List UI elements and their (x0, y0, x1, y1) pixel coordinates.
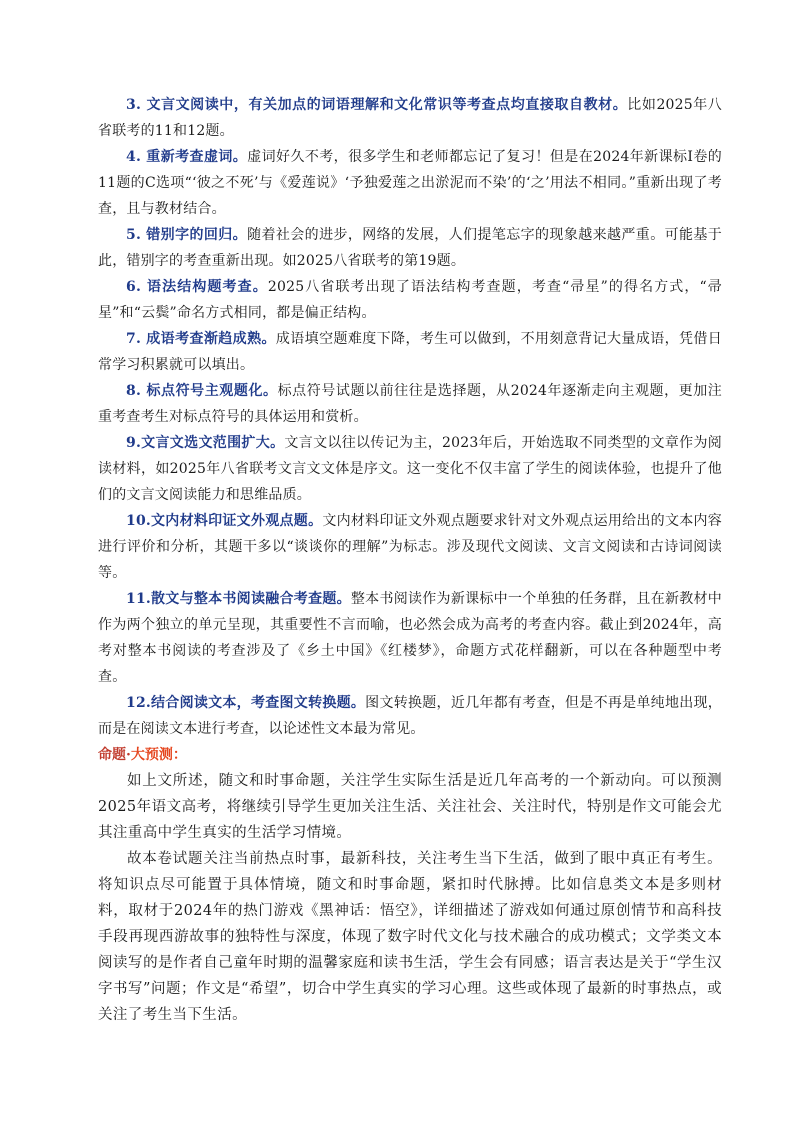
item-text: 图文转换题，近几年都有考查，但是不再是单纯地出现，而是在阅读文本进行考查，以论述性文本最为常见。 (98, 695, 722, 737)
body-paragraph: 如上文所述，随文和时事命题，关注学生实际生活是近几年高考的一个新动向。可以预测2025年语文高考，将继续引导学生更加关注生活、关注社会、关注时代，特别是作文可能会尤其注重高中学生真实的生活学习情境。 (98, 773, 722, 841)
section-heading-dot: · (126, 747, 131, 763)
item-lead: 12.结合阅读文本，考查图文转换题。 (126, 695, 366, 711)
section-heading-prefix: 命题 (98, 747, 126, 763)
item-lead: 6. 语法结构题考查。 (126, 279, 268, 295)
item-lead: 9.文言文选文范围扩大。 (126, 435, 285, 451)
list-item (98, 690, 722, 742)
list-item (98, 326, 722, 378)
item-text: 整本书阅读作为新课标中一个单独的任务群，且在新教材中作为两个独立的单元呈现，其重要性不言而喻，也必然会成为高考的考查内容。截止到2024年，高考对整本书阅读的考查涉及了《乡土中国》《红楼梦》，命题方式花样翻新，可以在各种题型中考查。 (98, 591, 722, 685)
list-item (98, 144, 722, 222)
item-lead: 7. 成语考查渐趋成熟。 (126, 331, 276, 347)
document-page (98, 92, 722, 1028)
item-text: 文内材料印证文外观点题要求针对文外观点运用给出的文本内容进行评价和分析，其题干多以“谈谈你的理解”为标志。涉及现代文阅读、文言文阅读和古诗词阅读等。 (98, 513, 722, 581)
section-body (98, 768, 722, 1028)
item-lead: 11.散文与整本书阅读融合考查题。 (126, 591, 351, 607)
list-item (98, 508, 722, 586)
list-item (98, 274, 722, 326)
item-text: 2025八省联考出现了语法结构考查题，考查“帚星”的得名方式，“帚星”和“云鬓”命名方式相同，都是偏正结构。 (98, 279, 722, 321)
list-item (98, 92, 722, 144)
item-text: 标点符号试题以前往往是选择题，从2024年逐渐走向主观题，更加注重考查考生对标点符号的具体运用和赏析。 (98, 383, 722, 425)
section-heading-accent: 大预测： (130, 747, 187, 763)
item-text: 虚词好久不考，很多学生和老师都忘记了复习！但是在2024年新课标Ⅰ卷的11题的C选项“‘彼之不死’与《爱莲说》‘予独爱莲之出淤泥而不染’的‘之’用法不相同。”重新出现了考查，且与教材结合。 (98, 149, 722, 217)
item-text: 比如2025年八省联考的11和12题。 (98, 97, 723, 139)
item-lead: 5. 错别字的回归。 (126, 227, 248, 243)
item-text: 成语填空题难度下降，考生可以做到，不用刻意背记大量成语，凭借日常学习积累就可以填出。 (98, 331, 723, 373)
item-lead: 8. 标点符号主观题化。 (126, 383, 278, 399)
list-item (98, 222, 722, 274)
body-paragraph: 故本卷试题关注当前热点时事，最新科技，关注考生当下生活，做到了眼中真正有考生。将知识点尽可能置于具体情境，随文和时事命题，紧扣时代脉搏。比如信息类文本是多则材料，取材于2024年的热门游戏《黑神话：悟空》，详细描述了游戏如何通过原创情节和高科技手段再现西游故事的独特性与深度，体现了数字时代文化与技术融合的成功模式；文学类文本阅读写的是作者自己童年时期的温馨家庭和读书生活，学生会有同感；语言表达是关于“学生汉字书写”问题；作文是“希望”，切合中学生真实的学习心理。这些或体现了最新的时事热点，或关注了考生当下生活。 (98, 851, 722, 1023)
item-lead: 4. 重新考查虚词。 (126, 149, 248, 165)
item-text: 文言文以往以传记为主，2023年后，开始选取不同类型的文章作为阅读材料，如2025年八省联考文言文文体是序文。这一变化不仅丰富了学生的阅读体验，也提升了他们的文言文阅读能力和思维品质。 (98, 435, 723, 503)
item-lead: 10.文内材料印证文外观点题。 (126, 513, 323, 529)
list-item (98, 378, 722, 430)
section-heading (98, 742, 722, 768)
item-text: 随着社会的进步，网络的发展，人们提笔忘字的现象越来越严重。可能基于此，错别字的考查重新出现。如2025八省联考的第19题。 (98, 227, 722, 269)
list-item (98, 586, 722, 690)
list-item (98, 430, 722, 508)
item-lead: 3. 文言文阅读中，有关加点的词语理解和文化常识等考查点均直接取自教材。 (126, 97, 628, 113)
